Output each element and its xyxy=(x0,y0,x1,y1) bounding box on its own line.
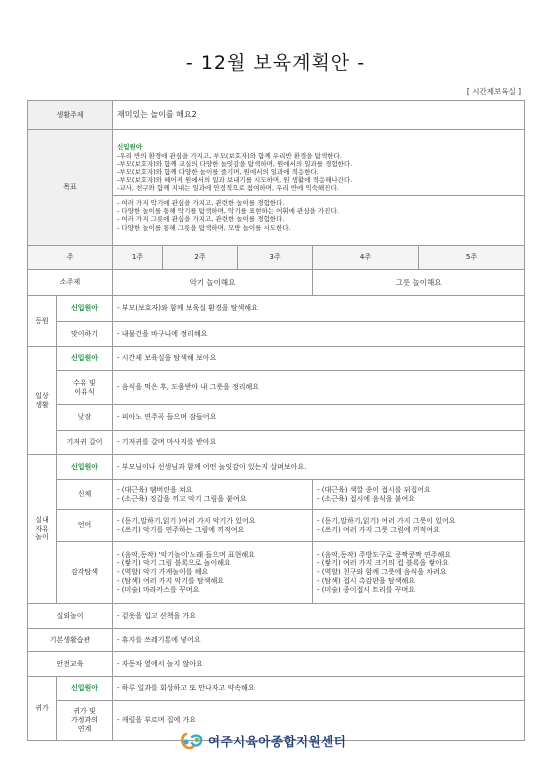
arrival-newcomer-label: 신입원아 xyxy=(57,296,113,322)
goal-line: - 여러 가지 그릇에 관심을 가지고, 관련한 놀이를 경험한다. xyxy=(117,215,285,224)
activity-line: - (미술) 종이접시 트리를 꾸며요 xyxy=(317,585,416,594)
page-title: - 12월 보육계획안 - xyxy=(185,52,366,74)
subtheme-label: 소주제 xyxy=(28,270,113,296)
arrival-newcomer-row xyxy=(28,296,525,322)
activity-line: - (역할) 악기 가게놀이를 해요 xyxy=(117,568,209,577)
daily-label: 일상 생활 xyxy=(28,347,57,455)
subtheme-a: 악기 놀이해요 xyxy=(113,270,313,296)
outdoor-text: - 겉옷을 입고 산책을 가요 xyxy=(113,604,525,629)
org-name: 여주시육아종합지원센터 xyxy=(208,734,347,749)
activity-line: - (소근육) 접시에 음식을 붙여요 xyxy=(317,494,416,503)
nap-row xyxy=(28,405,525,431)
goal-line: -부모(보호자)와 함께 교실의 다양한 놀잇감을 탐색하며, 원에서의 일과를 경험한다. xyxy=(117,159,353,168)
activity-line: - (대근육) 탬버린을 쳐요 xyxy=(117,485,193,494)
activity-line: - (음악,동작) '악기놀이'노래 들으며 표현해요 xyxy=(117,550,255,559)
nap-label: 낮잠 xyxy=(57,405,113,431)
week-3: 3주 xyxy=(238,246,313,270)
indoor-newcomer-text: - 부모님이나 선생님과 함께 어떤 놀잇감이 있는지 살펴보아요. xyxy=(113,455,525,480)
arrival-greeting-row xyxy=(28,322,525,347)
week-4: 4주 xyxy=(313,246,419,270)
activity-line: - (쓰기) 악기를 연주하는 그림에 끼적여요 xyxy=(117,525,245,534)
life-theme-value: 재미있는 놀이를 해요2 xyxy=(113,101,525,130)
goal-line: - 다양한 놀이를 통해 악기를 탐색하며, 악기를 표현하는 어휘에 관심을 가진다. xyxy=(117,207,339,216)
safety-label: 안전교육 xyxy=(28,652,113,677)
goal-line: - 여러 가지 악기에 관심을 가지고, 관련한 놀이를 경험한다. xyxy=(117,199,285,208)
safety-row xyxy=(28,652,525,677)
outdoor-label: 실외놀이 xyxy=(28,604,113,629)
week-5: 5주 xyxy=(419,246,525,270)
activity-line: - (쌓기) 여러 가지 크기의 컵 블록을 쌓아요 xyxy=(317,559,449,568)
plan-table xyxy=(27,100,525,741)
department-label: [ 시간제보육실 ] xyxy=(466,87,521,96)
weeks-row xyxy=(28,246,525,270)
activity-line: - (쓰기) 여러 가지 그릇 그림에 끼적여요 xyxy=(317,525,440,534)
physical-cell-a xyxy=(113,480,313,510)
indoor-newcomer-row xyxy=(28,455,525,480)
life-theme-label: 생활주제 xyxy=(28,101,113,130)
language-label: 언어 xyxy=(57,510,113,542)
feeding-text: - 음식을 먹은 후, 도움받아 내 그릇을 정리해요 xyxy=(113,371,525,405)
language-cell-b xyxy=(313,510,525,542)
nap-text: - 피아노 연주곡 들으며 잠들어요 xyxy=(113,405,525,431)
activity-line: - (대근육) 색깔 종이 접시를 뒤집어요 xyxy=(317,485,431,494)
activity-line: - (쌓기) 악기 그림 블록으로 놀이해요 xyxy=(117,559,231,568)
activity-line: - (역할) 친구와 함께 그릇에 음식을 차려요 xyxy=(317,568,447,577)
goal-line: - 다양한 놀이를 통해 그릇을 탐색하며, 모방 놀이를 시도한다. xyxy=(117,223,291,232)
daily-newcomer-row xyxy=(28,347,525,371)
weeks-label: 주 xyxy=(28,246,113,270)
physical-cell-b xyxy=(313,480,525,510)
daily-newcomer-text: - 시간제 보육실을 탐색해 보아요 xyxy=(113,347,525,371)
outdoor-row xyxy=(28,604,525,629)
week-2: 2주 xyxy=(163,246,238,270)
departure-newcomer-row xyxy=(28,677,525,701)
arrival-label: 등원 xyxy=(28,296,57,347)
habits-text: - 휴지를 쓰레기통에 넣어요 xyxy=(113,629,525,652)
subtheme-b: 그릇 놀이해요 xyxy=(313,270,525,296)
feeding-row xyxy=(28,371,525,405)
departure-link-text: - 캐럴을 부르며 집에 가요 xyxy=(113,701,525,741)
goal-line: -교사, 친구와 함께 지내는 일과에 안정적으로 참여하며, 우리 반에 익숙해진다. xyxy=(117,184,339,192)
goals-newcomer-label: 신입원아 xyxy=(117,143,143,152)
goals-divider xyxy=(113,195,524,196)
activity-line: - (듣기,말하기,읽기 )여러 가지 악기가 있어요 xyxy=(117,516,256,525)
departure-link-label: 귀가 및 가정과의 연계 xyxy=(57,701,113,741)
goals-content xyxy=(113,130,525,246)
safety-text: - 자동차 옆에서 놀지 않아요 xyxy=(113,652,525,677)
feeding-label: 수유 및 이유식 xyxy=(57,371,113,405)
goals-label: 목표 xyxy=(28,130,113,246)
sensory-label: 감각탐색 xyxy=(57,542,113,604)
center-logo-icon xyxy=(180,730,204,752)
sensory-cell-b xyxy=(313,542,525,604)
activity-line: - (탐색) 접시 촉감판을 탐색해요 xyxy=(317,576,416,585)
life-theme-row xyxy=(28,101,525,130)
diaper-row xyxy=(28,431,525,455)
goals-row xyxy=(28,130,525,246)
greeting-label: 맞이하기 xyxy=(57,322,113,347)
diaper-label: 기저귀 갈이 xyxy=(57,431,113,455)
language-row xyxy=(28,510,525,542)
subtheme-row xyxy=(28,270,525,296)
habits-label: 기본생활습관 xyxy=(28,629,113,652)
activity-line: - (듣기,말하기,읽기) 여러 가지 그릇이 있어요 xyxy=(317,516,456,525)
diaper-text: - 기저귀를 갈며 마사지를 받아요 xyxy=(113,431,525,455)
sensory-cell-a xyxy=(113,542,313,604)
activity-line: - (음악,동작) 주방도구로 쿵짝쿵짝 연주해요 xyxy=(317,550,452,559)
goal-line: -우리 반의 환경에 관심을 가지고, 부모(보호자)와 함께 우리반 환경을 탐색한다. xyxy=(117,151,342,160)
arrival-newcomer-text: - 부모(보호자)와 함께 보육실 환경을 탐색해요 xyxy=(113,296,525,322)
goal-line: -부모(보호자)와 헤어져 원에서의 일과 보내기를 시도하며, 원 생활에 적응해나간다. xyxy=(117,175,353,184)
habits-row xyxy=(28,629,525,652)
daily-newcomer-label: 신입원아 xyxy=(57,347,113,371)
week-1: 1주 xyxy=(113,246,163,270)
indoor-label: 실내 자유 놀이 xyxy=(28,455,57,604)
physical-label: 신체 xyxy=(57,480,113,510)
goal-line: -부모(보호자)와 함께 다양한 놀이를 즐기며, 원에서의 일과에 적응한다. xyxy=(117,167,319,176)
departure-newcomer-label: 신입원아 xyxy=(57,677,113,701)
physical-row xyxy=(28,480,525,510)
activity-line: - (탐색) 여러 가지 악기를 탐색해요 xyxy=(117,576,225,585)
sensory-row xyxy=(28,542,525,604)
departure-newcomer-text: - 하루 일과를 회상하고 또 만나자고 약속해요 xyxy=(113,677,525,701)
activity-line: - (미술) 마라카스를 꾸며요 xyxy=(117,585,200,594)
footer-logo xyxy=(180,729,346,753)
greeting-text: - 내물건을 바구니에 정리해요 xyxy=(113,322,525,347)
language-cell-a xyxy=(113,510,313,542)
activity-line: - (소근육) 징갈을 끼고 악기 그림을 붙여요 xyxy=(117,494,247,503)
departure-label: 귀가 xyxy=(28,677,57,741)
indoor-newcomer-label: 신입원아 xyxy=(57,455,113,480)
